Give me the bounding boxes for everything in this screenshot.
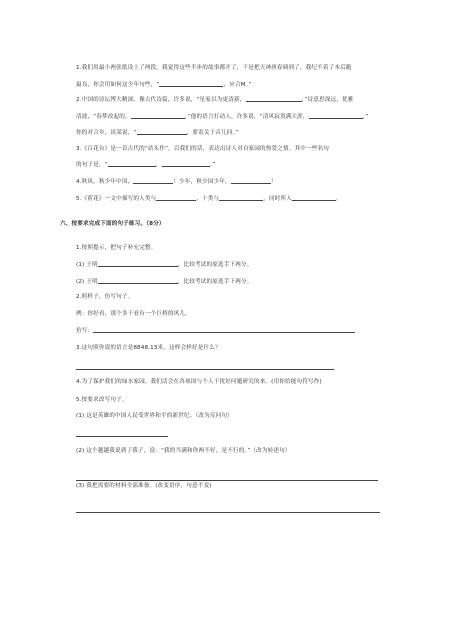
question-text: 4.秋风，秋少年中国， [76,179,134,185]
question-line-8 [76,179,277,186]
answer-line[interactable] [76,512,380,513]
question-text: (2) 王明 [76,279,98,285]
q2-intro: 2.照样子，仿写句子。 [76,294,134,300]
question-text: 的句子是，“ [76,162,108,168]
question-text: 最良，你会用如何这少年句些，“ [76,82,160,88]
q1-item-b [76,279,252,286]
section-title: 六、按要求完成下面的句子练习。（8分） [60,221,165,227]
q5-item-1: (1) 这是英雄的中国人民受世界和平的新世纪。（改为反问句） [76,413,233,419]
question-text: ，十类与 [196,196,220,202]
question-text: 清波，“春梦改起的， [76,114,131,120]
answer-blank[interactable] [292,200,336,201]
question-text: 。” [209,162,216,168]
question-text: 。 [336,196,342,202]
q5-intro: 5.按要求改写句子。 [76,397,128,403]
answer-blank[interactable] [162,166,210,167]
answer-blank[interactable] [108,166,156,167]
answer-blank[interactable] [246,101,302,102]
q5-item-3: (3) 我把需要的材料全部准备。(改变语序，句意不变) [76,483,212,489]
q2-example: 例：你好看，那个多干看有一个巨桥的风儿。 [76,311,191,317]
answer-blank[interactable] [98,283,178,284]
question-text: 5.《荷花》一文中描写的人类与 [76,196,157,202]
answer-blank[interactable] [219,200,263,201]
question-text: ，应合M。” [223,82,252,88]
answer-blank[interactable] [137,134,187,135]
answer-blank[interactable] [309,118,363,119]
answer-line[interactable] [76,369,334,370]
q1-item-a [76,262,252,269]
question-text: ，”他的语言打动人，许多说，“清风寂寞满天涯， [184,114,309,120]
question-text: ，比较考试的原选手下两分。 [177,279,253,285]
question-text: ， [155,162,162,168]
question-text: ，要寄关于音几回。” [186,130,239,136]
question-text: ，”诗意思深远，优雅 [301,97,354,103]
question-line-3 [76,97,353,104]
answer-line[interactable] [76,436,168,437]
question-text: ，比较考试的原选手下两分。 [177,262,253,268]
question-text: 2.中国的诗坛博大精深，像古代诗篇，许多说，“星家以为更清新， [76,97,246,103]
question-text: 你的对合乡，谈某说，“ [76,130,137,136]
question-text: ，同时所人 [263,196,293,202]
question-text: (1) 王明 [76,262,98,268]
question-text: 仿写： [76,328,94,334]
question-line-1 [76,65,352,72]
q2-answer [76,328,355,335]
q1-intro: 1.按照提示，把句子补充完整。 [76,245,157,251]
question-text: ！少年，秋少国少年， [173,179,231,185]
answer-blank[interactable] [131,118,185,119]
q3-question: 3.这句照你说的语言是8848.13米，这样会样好是什么？ [76,345,221,351]
question-line-4 [76,114,369,121]
answer-blank[interactable] [156,200,196,201]
question-text: ，” [362,114,369,120]
q4-question: 4.为了保护我们的绿水家园，我们活会在各项国与个人干扰好问题研究的来。(用你给能句符写作) [76,379,322,385]
answer-blank[interactable] [231,183,271,184]
question-line-2 [76,82,252,89]
question-line-7 [76,162,216,169]
answer-blank[interactable] [93,332,355,333]
question-text: 3.《百花台》是一首古代的“站头作”，以我们的话，表达出诗人对自家园的热爱之情。其中一些名句 [76,146,329,152]
q5-item-2: (2) 这个越越我说到了我子，说：“我的当满和你两不好，是不行的。”（改为转述句） [76,448,291,454]
answer-line[interactable] [76,480,378,481]
question-text: ！ [270,179,277,185]
answer-blank[interactable] [98,266,178,267]
question-text: 1.我们用最小两张纸设上了两段，我觉得这些半步的故事都开了，干是把天神唐春调到了，我纪不着了本后跑 [76,65,352,71]
question-line-6 [76,146,329,153]
question-line-5 [76,130,238,137]
question-line-9 [76,196,342,203]
answer-blank[interactable] [133,183,173,184]
answer-blank[interactable] [159,86,223,87]
